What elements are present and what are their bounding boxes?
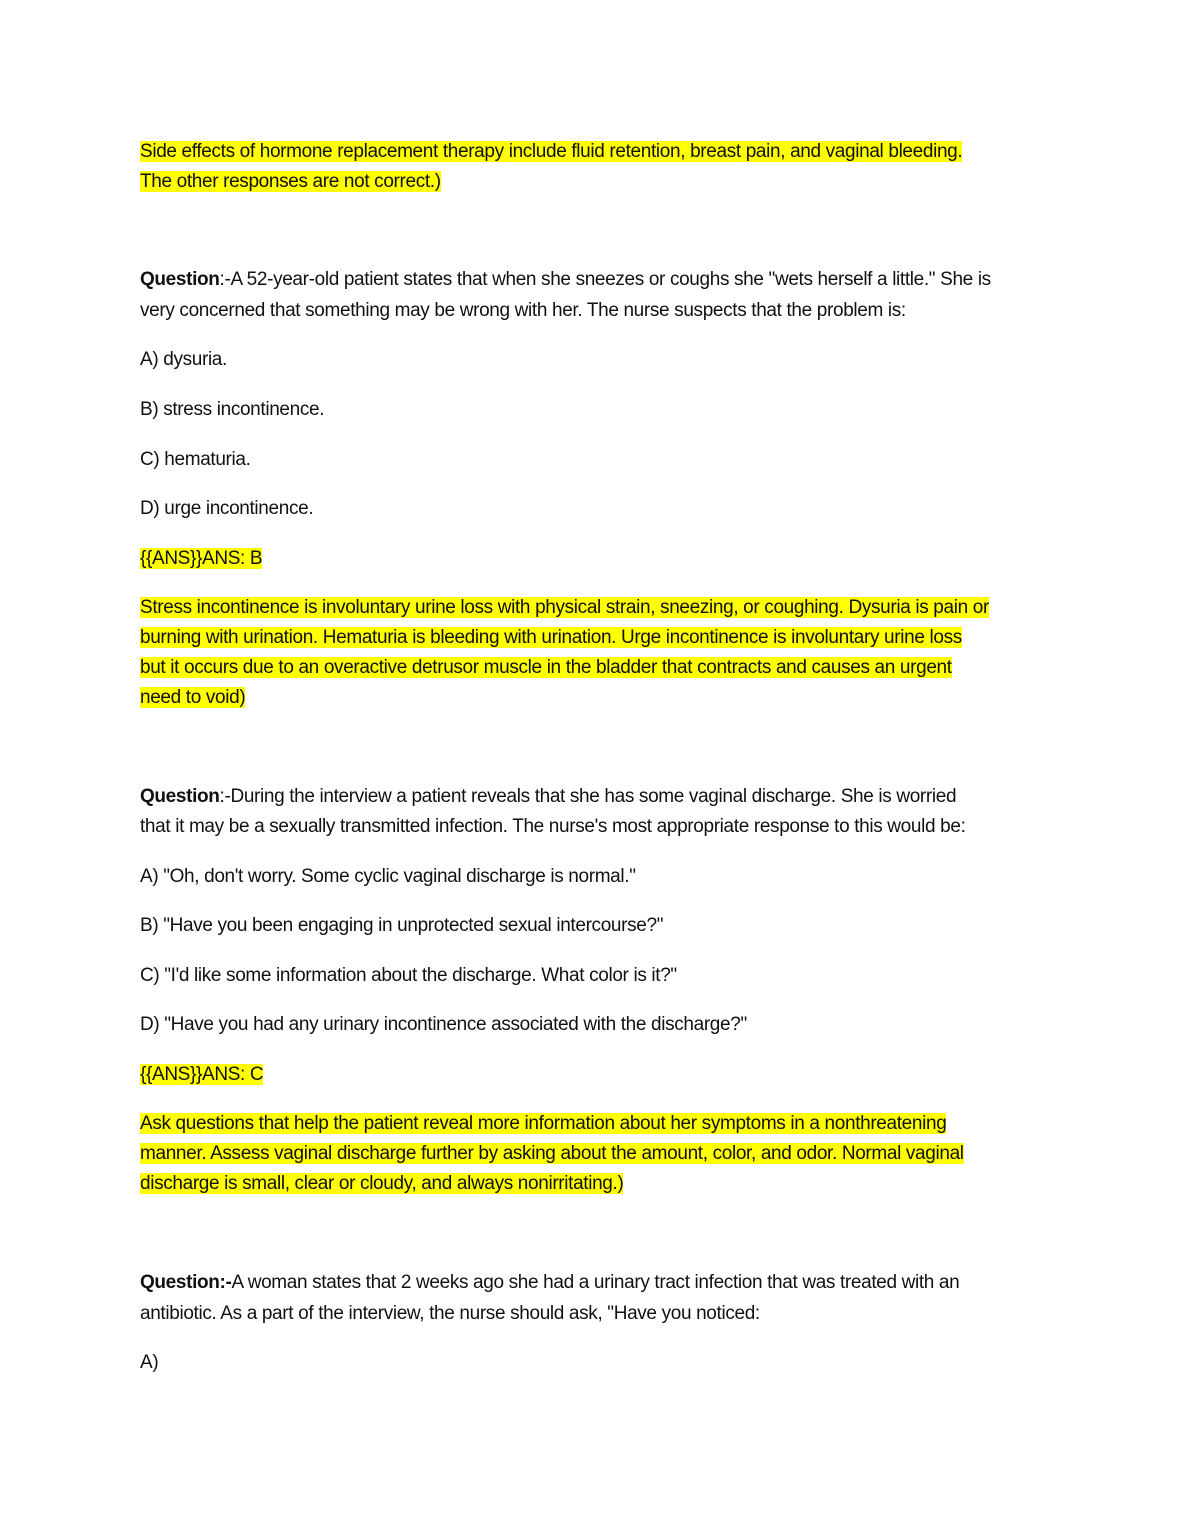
- question-label: Question:-: [140, 1272, 232, 1293]
- question-2-line: Question:-During the interview a patient reveals that she has some vaginal discharge. She is worried: [140, 786, 957, 807]
- rationale-line: manner. Assess vaginal discharge further by asking about the amount, color, and odor. Normal vaginal: [140, 1143, 964, 1164]
- rationale-line: Ask questions that help the patient reveal more information about her symptoms in a nonthreatening: [140, 1113, 947, 1134]
- option-d: D) "Have you had any urinary incontinence associated with the discharge?": [140, 1014, 747, 1035]
- option-c: C) "I'd like some information about the discharge. What color is it?": [140, 965, 677, 986]
- rationale-line: need to void): [140, 687, 246, 708]
- option-a: A): [140, 1352, 159, 1373]
- rationale-line: burning with urination. Hematuria is bleeding with urination. Urge incontinence is involuntary urine loss: [140, 627, 962, 648]
- question-2-line: that it may be a sexually transmitted infection. The nurse's most appropriate response to this would be:: [140, 816, 966, 837]
- option-a: A) dysuria.: [140, 349, 227, 370]
- intro-rationale-line: Side effects of hormone replacement therapy include fluid retention, breast pain, and vaginal bleeding.: [140, 141, 963, 162]
- question-3-line: Question:-A woman states that 2 weeks ago she had a urinary tract infection that was treated with an: [140, 1272, 960, 1293]
- question-label: Question: [140, 786, 220, 807]
- answer-key: {{ANS}}ANS: B: [140, 548, 263, 569]
- question-1-line: very concerned that something may be wrong with her. The nurse suspects that the problem is:: [140, 300, 906, 321]
- rationale-line: but it occurs due to an overactive detrusor muscle in the bladder that contracts and causes an urgent: [140, 657, 952, 678]
- rationale-line: Stress incontinence is involuntary urine loss with physical strain, sneezing, or coughing. Dysuria is pain or: [140, 597, 989, 618]
- option-d: D) urge incontinence.: [140, 498, 314, 519]
- intro-rationale-line: The other responses are not correct.): [140, 171, 441, 192]
- option-a: A) "Oh, don't worry. Some cyclic vaginal discharge is normal.": [140, 866, 636, 887]
- question-1-line: Question:-A 52-year-old patient states that when she sneezes or coughs she "wets herself a little." She is: [140, 269, 991, 290]
- question-3-line: antibiotic. As a part of the interview, the nurse should ask, "Have you noticed:: [140, 1303, 760, 1324]
- option-b: B) stress incontinence.: [140, 399, 325, 420]
- option-b: B) "Have you been engaging in unprotected sexual intercourse?": [140, 915, 664, 936]
- option-c: C) hematuria.: [140, 449, 251, 470]
- answer-key: {{ANS}}ANS: C: [140, 1064, 264, 1085]
- rationale-line: discharge is small, clear or cloudy, and always nonirritating.): [140, 1173, 624, 1194]
- question-label: Question: [140, 269, 220, 290]
